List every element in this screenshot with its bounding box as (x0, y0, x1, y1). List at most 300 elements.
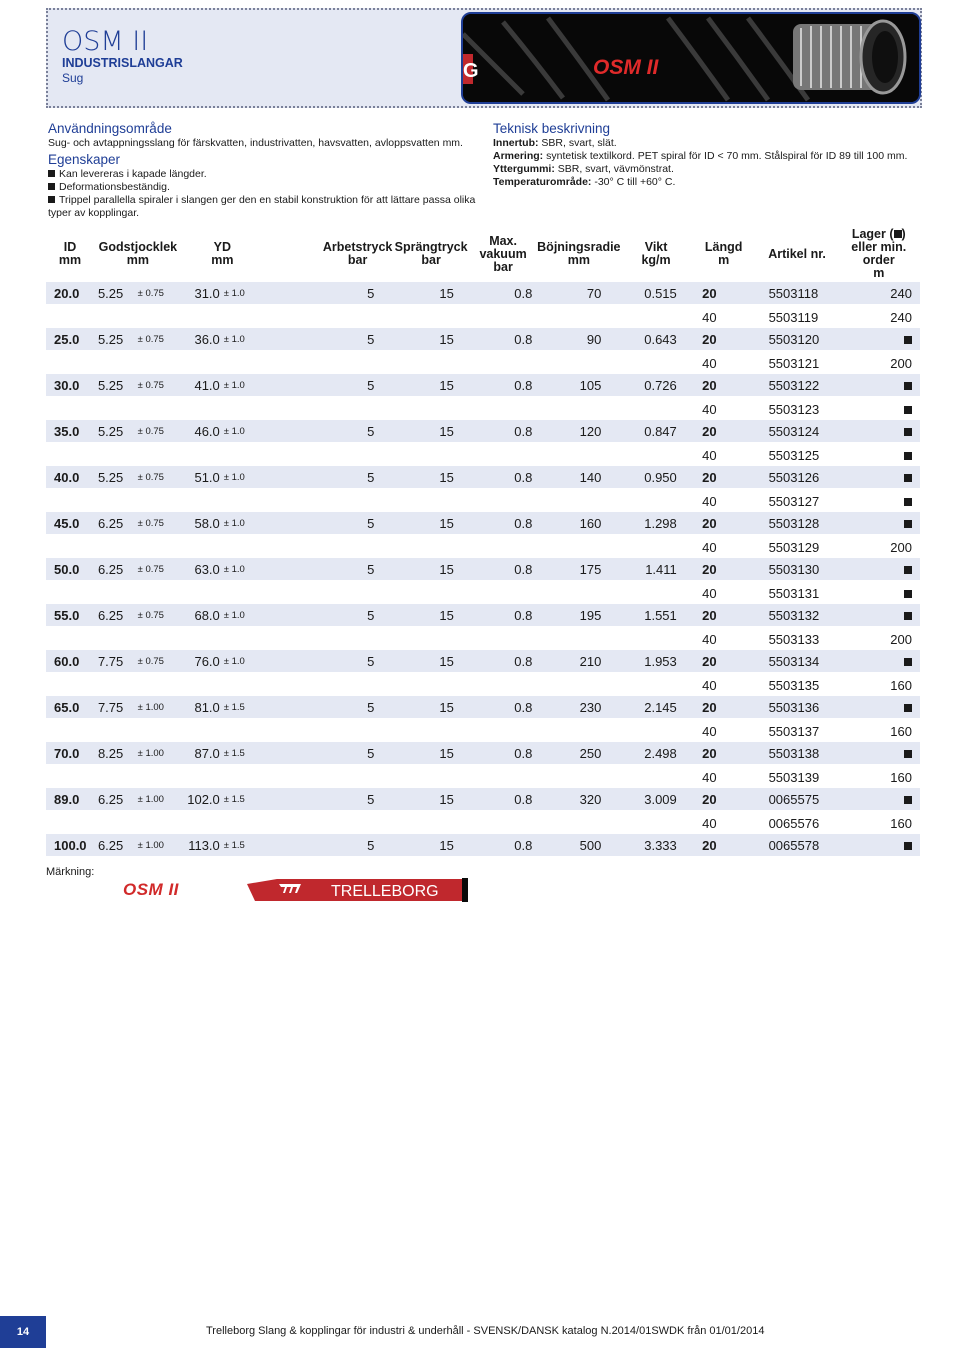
table-row (46, 581, 920, 604)
cell-bend (536, 581, 621, 604)
cell-stock (838, 466, 921, 489)
cell-vac (470, 489, 536, 512)
cell-id (46, 765, 94, 788)
cell-article: 5503127 (768, 493, 820, 509)
cell-wall (94, 811, 138, 834)
cell-work (263, 627, 392, 650)
cell-work (263, 673, 392, 696)
cell-stock (838, 374, 921, 397)
cell-length: 40 (702, 539, 717, 555)
cell-weight (621, 305, 690, 328)
marking-trelleborg-logo (247, 878, 468, 902)
cell-work: 5 (263, 558, 392, 581)
cell-length: 40 (702, 401, 717, 417)
table-row (46, 696, 920, 719)
col-burst-pressure: Sprängtryck bar (394, 240, 468, 267)
cell-stock (838, 604, 921, 627)
cell-burst: 15 (392, 466, 470, 489)
in-stock-square-icon (904, 498, 912, 506)
cell-weight: 0.950 (621, 466, 690, 489)
cell-wall-tol (138, 811, 182, 834)
col-bend-radius: Böjningsradie mm (537, 240, 621, 267)
cell-article: 5503137 (768, 723, 820, 739)
cell-burst: 15 (392, 834, 470, 857)
cell-stock (838, 397, 921, 420)
cell-bend (536, 811, 621, 834)
cell-od (182, 719, 224, 742)
cell-bend: 140 (536, 466, 621, 489)
table-row (46, 351, 920, 374)
cell-weight: 1.298 (621, 512, 690, 535)
cell-article: 5503138 (757, 742, 838, 765)
cell-article: 5503125 (768, 447, 820, 463)
cell-burst (392, 581, 470, 604)
cell-bend: 320 (536, 788, 621, 811)
cell-article: 5503130 (757, 558, 838, 581)
cell-burst (392, 765, 470, 788)
cell-weight: 0.847 (621, 420, 690, 443)
cell-od-tol (224, 397, 263, 420)
cell-od-tol: ± 1.0 (224, 328, 263, 351)
cell-od-tol: ± 1.0 (224, 512, 263, 535)
cell-bend (536, 305, 621, 328)
usage-heading: Användningsområde (48, 121, 172, 136)
cell-wall: 5.25 (94, 466, 138, 489)
cell-weight: 0.515 (621, 282, 690, 305)
cell-length: 20 (691, 788, 757, 811)
cell-wall-tol (138, 305, 182, 328)
cell-wall-tol (138, 535, 182, 558)
table-row (46, 788, 920, 811)
cell-wall-tol: ± 0.75 (138, 328, 182, 351)
cell-work (263, 765, 392, 788)
cell-bend: 250 (536, 742, 621, 765)
page-number: 14 (0, 1316, 46, 1348)
cell-weight (621, 719, 690, 742)
cell-wall: 5.25 (94, 328, 138, 351)
col-article: Artikel nr. (768, 246, 826, 261)
cell-id: 25.0 (46, 328, 94, 351)
cell-length: 20 (691, 558, 757, 581)
cell-vac: 0.8 (470, 512, 536, 535)
cell-burst: 15 (392, 558, 470, 581)
cell-od-tol (224, 581, 263, 604)
in-stock-square-icon (904, 796, 912, 804)
cell-vac: 0.8 (470, 742, 536, 765)
cell-od-tol (224, 489, 263, 512)
cell-wall-tol (138, 581, 182, 604)
table-row (46, 443, 920, 466)
cell-id (46, 581, 94, 604)
cell-article: 5503131 (768, 585, 820, 601)
cell-stock (838, 558, 921, 581)
cell-bend (536, 535, 621, 558)
table-row (46, 811, 920, 834)
cell-weight (621, 673, 690, 696)
in-stock-square-icon (904, 428, 912, 436)
cell-work (263, 351, 392, 374)
col-working-pressure: Arbetstryck bar (322, 240, 393, 267)
cell-wall (94, 443, 138, 466)
cell-id (46, 627, 94, 650)
cell-wall (94, 351, 138, 374)
cell-vac (470, 397, 536, 420)
in-stock-square-icon (904, 750, 912, 758)
in-stock-square-icon (904, 566, 912, 574)
tech-line: Armering: syntetisk textilkord. PET spiral för ID < 70 mm. Stålspiral för ID 89 till 100 mm. (493, 150, 908, 162)
product-category: INDUSTRISLANGAR (62, 56, 183, 70)
table-row (46, 650, 920, 673)
cell-wall (94, 489, 138, 512)
cell-wall (94, 397, 138, 420)
cell-work: 5 (263, 420, 392, 443)
cell-od: 58.0 (182, 512, 224, 535)
tech-heading: Teknisk beskrivning (493, 121, 611, 136)
cell-stock: 240 (838, 282, 921, 305)
cell-vac (470, 673, 536, 696)
cell-od: 76.0 (182, 650, 224, 673)
cell-id: 89.0 (46, 788, 94, 811)
cell-wall-tol: ± 0.75 (138, 466, 182, 489)
cell-length: 20 (691, 834, 757, 857)
table-row (46, 489, 920, 512)
cell-length: 40 (702, 631, 717, 647)
cell-work (263, 305, 392, 328)
cell-article: 5503123 (768, 401, 820, 417)
cell-wall-tol (138, 489, 182, 512)
cell-od-tol: ± 1.0 (224, 466, 263, 489)
cell-wall-tol: ± 0.75 (138, 512, 182, 535)
cell-weight (621, 351, 690, 374)
tech-line: Yttergummi: SBR, svart, vävmönstrat. (493, 163, 674, 175)
cell-wall: 6.25 (94, 834, 138, 857)
cell-od (182, 443, 224, 466)
cell-id: 65.0 (46, 696, 94, 719)
in-stock-square-icon (904, 612, 912, 620)
hose-label-osm: OSM II (593, 56, 659, 79)
cell-length: 20 (691, 420, 757, 443)
cell-stock (838, 696, 921, 719)
cell-od-tol (224, 673, 263, 696)
cell-weight: 2.498 (621, 742, 690, 765)
cell-od: 36.0 (182, 328, 224, 351)
in-stock-square-icon (904, 704, 912, 712)
cell-burst (392, 305, 470, 328)
spec-table (46, 226, 920, 858)
in-stock-square-icon (904, 590, 912, 598)
table-row (46, 719, 920, 742)
cell-od-tol (224, 443, 263, 466)
cell-id (46, 397, 94, 420)
cell-od (182, 765, 224, 788)
cell-id: 100.0 (46, 834, 94, 857)
cell-stock: 160 (890, 769, 912, 785)
header-box (46, 8, 922, 108)
table-row (46, 374, 920, 397)
cell-stock: 200 (890, 355, 912, 371)
cell-weight: 1.551 (621, 604, 690, 627)
cell-work (263, 443, 392, 466)
cell-weight: 3.333 (621, 834, 690, 857)
cell-bend (536, 627, 621, 650)
cell-work (263, 397, 392, 420)
cell-wall: 8.25 (94, 742, 138, 765)
cell-article: 5503139 (768, 769, 820, 785)
cell-bend (536, 489, 621, 512)
cell-stock (838, 420, 921, 443)
cell-bend (536, 719, 621, 742)
cell-id: 60.0 (46, 650, 94, 673)
cell-work: 5 (263, 328, 392, 351)
cell-od-tol: ± 1.5 (224, 696, 263, 719)
cell-length: 20 (691, 374, 757, 397)
cell-wall (94, 535, 138, 558)
in-stock-square-icon (904, 842, 912, 850)
table-row (46, 627, 920, 650)
cell-vac (470, 305, 536, 328)
cell-work: 5 (263, 466, 392, 489)
trelleborg-wordmark: TRELLEBORG (331, 883, 439, 900)
cell-weight (621, 443, 690, 466)
cell-od-tol (224, 351, 263, 374)
cell-bend (536, 351, 621, 374)
cell-od (182, 627, 224, 650)
cell-od-tol (224, 305, 263, 328)
cell-vac: 0.8 (470, 558, 536, 581)
cell-id: 35.0 (46, 420, 94, 443)
cell-stock (838, 834, 921, 857)
cell-bend: 500 (536, 834, 621, 857)
table-row (46, 834, 920, 857)
cell-wall (94, 673, 138, 696)
cell-work: 5 (263, 742, 392, 765)
cell-od-tol: ± 1.5 (224, 742, 263, 765)
cell-length: 20 (691, 696, 757, 719)
cell-id: 20.0 (46, 282, 94, 305)
cell-burst (392, 489, 470, 512)
cell-stock (838, 512, 921, 535)
cell-stock: 200 (890, 631, 912, 647)
cell-article: 0065578 (757, 834, 838, 857)
cell-wall-tol: ± 0.75 (138, 282, 182, 305)
table-row (46, 305, 920, 328)
cell-weight: 0.726 (621, 374, 690, 397)
table-row (46, 558, 920, 581)
cell-od-tol: ± 1.5 (224, 834, 263, 857)
table-row (46, 512, 920, 535)
cell-length: 20 (691, 328, 757, 351)
cell-bend: 160 (536, 512, 621, 535)
cell-od-tol: ± 1.0 (224, 374, 263, 397)
property-bullet: Kan levereras i kapade längder. (48, 168, 478, 181)
cell-od-tol: ± 1.0 (224, 420, 263, 443)
cell-wall (94, 305, 138, 328)
cell-stock (838, 581, 921, 604)
cell-wall-tol (138, 627, 182, 650)
cell-id (46, 811, 94, 834)
cell-stock: 160 (890, 815, 912, 831)
table-row (46, 420, 920, 443)
tech-line: Innertub: SBR, svart, slät. (493, 137, 617, 149)
cell-wall: 6.25 (94, 512, 138, 535)
cell-od-tol (224, 627, 263, 650)
cell-vac: 0.8 (470, 696, 536, 719)
cell-wall-tol (138, 443, 182, 466)
cell-length: 20 (691, 282, 757, 305)
cell-bend (536, 673, 621, 696)
cell-article: 5503124 (757, 420, 838, 443)
cell-article: 0065575 (757, 788, 838, 811)
cell-stock (838, 788, 921, 811)
cell-bend: 230 (536, 696, 621, 719)
cell-weight: 1.411 (621, 558, 690, 581)
cell-work: 5 (263, 374, 392, 397)
cell-stock (838, 443, 921, 466)
cell-burst (392, 811, 470, 834)
cell-id (46, 673, 94, 696)
cell-article: 5503122 (757, 374, 838, 397)
cell-length: 40 (702, 355, 717, 371)
cell-wall: 5.25 (94, 374, 138, 397)
cell-stock (838, 650, 921, 673)
cell-wall-tol (138, 351, 182, 374)
cell-od-tol (224, 811, 263, 834)
cell-bend (536, 443, 621, 466)
cell-burst (392, 443, 470, 466)
tech-line: Temperaturområde: -30° C till +60° C. (493, 176, 676, 188)
cell-length: 40 (702, 723, 717, 739)
col-max-vacuum: Max. vakuum bar (479, 233, 527, 274)
cell-article: 5503126 (757, 466, 838, 489)
in-stock-square-icon (904, 336, 912, 344)
cell-wall-tol: ± 1.00 (138, 788, 182, 811)
cell-wall-tol: ± 0.75 (138, 604, 182, 627)
cell-article: 5503119 (768, 309, 819, 325)
cell-id: 70.0 (46, 742, 94, 765)
cell-stock: 240 (890, 309, 912, 325)
cell-weight: 3.009 (621, 788, 690, 811)
col-weight: Vikt kg/m (641, 240, 671, 267)
cell-wall: 6.25 (94, 604, 138, 627)
cell-vac (470, 765, 536, 788)
cell-wall-tol: ± 0.75 (138, 558, 182, 581)
cell-length: 20 (691, 742, 757, 765)
tech-section (493, 121, 933, 189)
cell-weight (621, 397, 690, 420)
cell-length: 40 (702, 677, 717, 693)
cell-work: 5 (263, 604, 392, 627)
cell-weight (621, 535, 690, 558)
cell-article: 5503135 (768, 677, 820, 693)
cell-id (46, 351, 94, 374)
hose-product-image (461, 12, 921, 104)
in-stock-square-icon (904, 406, 912, 414)
cell-article: 5503136 (757, 696, 838, 719)
cell-burst: 15 (392, 788, 470, 811)
cell-weight (621, 765, 690, 788)
table-row (46, 604, 920, 627)
cell-wall-tol: ± 1.00 (138, 834, 182, 857)
cell-weight (621, 811, 690, 834)
property-bullet: Deformationsbeständig. (48, 181, 478, 194)
cell-od-tol (224, 719, 263, 742)
cell-vac (470, 443, 536, 466)
cell-burst (392, 535, 470, 558)
cell-work (263, 489, 392, 512)
cell-article: 5503132 (757, 604, 838, 627)
bullet-square-icon (48, 196, 55, 203)
cell-wall-tol (138, 673, 182, 696)
cell-id (46, 489, 94, 512)
cell-vac (470, 811, 536, 834)
cell-work: 5 (263, 834, 392, 857)
cell-burst: 15 (392, 604, 470, 627)
cell-article: 0065576 (768, 815, 820, 831)
cell-weight: 0.643 (621, 328, 690, 351)
cell-work (263, 811, 392, 834)
cell-wall: 7.75 (94, 696, 138, 719)
cell-length: 20 (691, 650, 757, 673)
in-stock-square-icon (904, 452, 912, 460)
cell-stock (838, 328, 921, 351)
in-stock-square-icon (904, 658, 912, 666)
in-stock-square-icon (904, 474, 912, 482)
cell-stock (838, 742, 921, 765)
table-row (46, 765, 920, 788)
cell-id (46, 305, 94, 328)
marking-osm-logo: OSM II (123, 880, 179, 899)
cell-length: 40 (702, 493, 717, 509)
table-row (46, 673, 920, 696)
cell-vac: 0.8 (470, 420, 536, 443)
cell-burst (392, 719, 470, 742)
cell-id: 45.0 (46, 512, 94, 535)
cell-work (263, 581, 392, 604)
cell-work: 5 (263, 282, 392, 305)
cell-weight: 2.145 (621, 696, 690, 719)
cell-od: 68.0 (182, 604, 224, 627)
cell-id (46, 443, 94, 466)
cell-od (182, 351, 224, 374)
cell-weight: 1.953 (621, 650, 690, 673)
cell-vac: 0.8 (470, 282, 536, 305)
cell-wall-tol: ± 1.00 (138, 742, 182, 765)
cell-article: 5503129 (768, 539, 820, 555)
cell-vac (470, 581, 536, 604)
cell-od: 46.0 (182, 420, 224, 443)
cell-stock (838, 489, 921, 512)
cell-article: 5503120 (757, 328, 838, 351)
cell-bend: 210 (536, 650, 621, 673)
cell-weight (621, 581, 690, 604)
cell-burst: 15 (392, 282, 470, 305)
cell-od (182, 673, 224, 696)
cell-vac (470, 535, 536, 558)
cell-wall-tol: ± 0.75 (138, 650, 182, 673)
cell-length: 40 (702, 815, 717, 831)
cell-wall (94, 581, 138, 604)
cell-weight (621, 489, 690, 512)
cell-length: 20 (691, 466, 757, 489)
cell-bend: 195 (536, 604, 621, 627)
cell-weight (621, 627, 690, 650)
table-header-row (46, 226, 920, 282)
cell-wall (94, 627, 138, 650)
cell-vac (470, 627, 536, 650)
usage-text: Sug- och avtappningsslang för färskvatten, industrivatten, havsvatten, avloppsvatten mm. (48, 137, 463, 149)
cell-bend: 175 (536, 558, 621, 581)
cell-od-tol: ± 1.5 (224, 788, 263, 811)
